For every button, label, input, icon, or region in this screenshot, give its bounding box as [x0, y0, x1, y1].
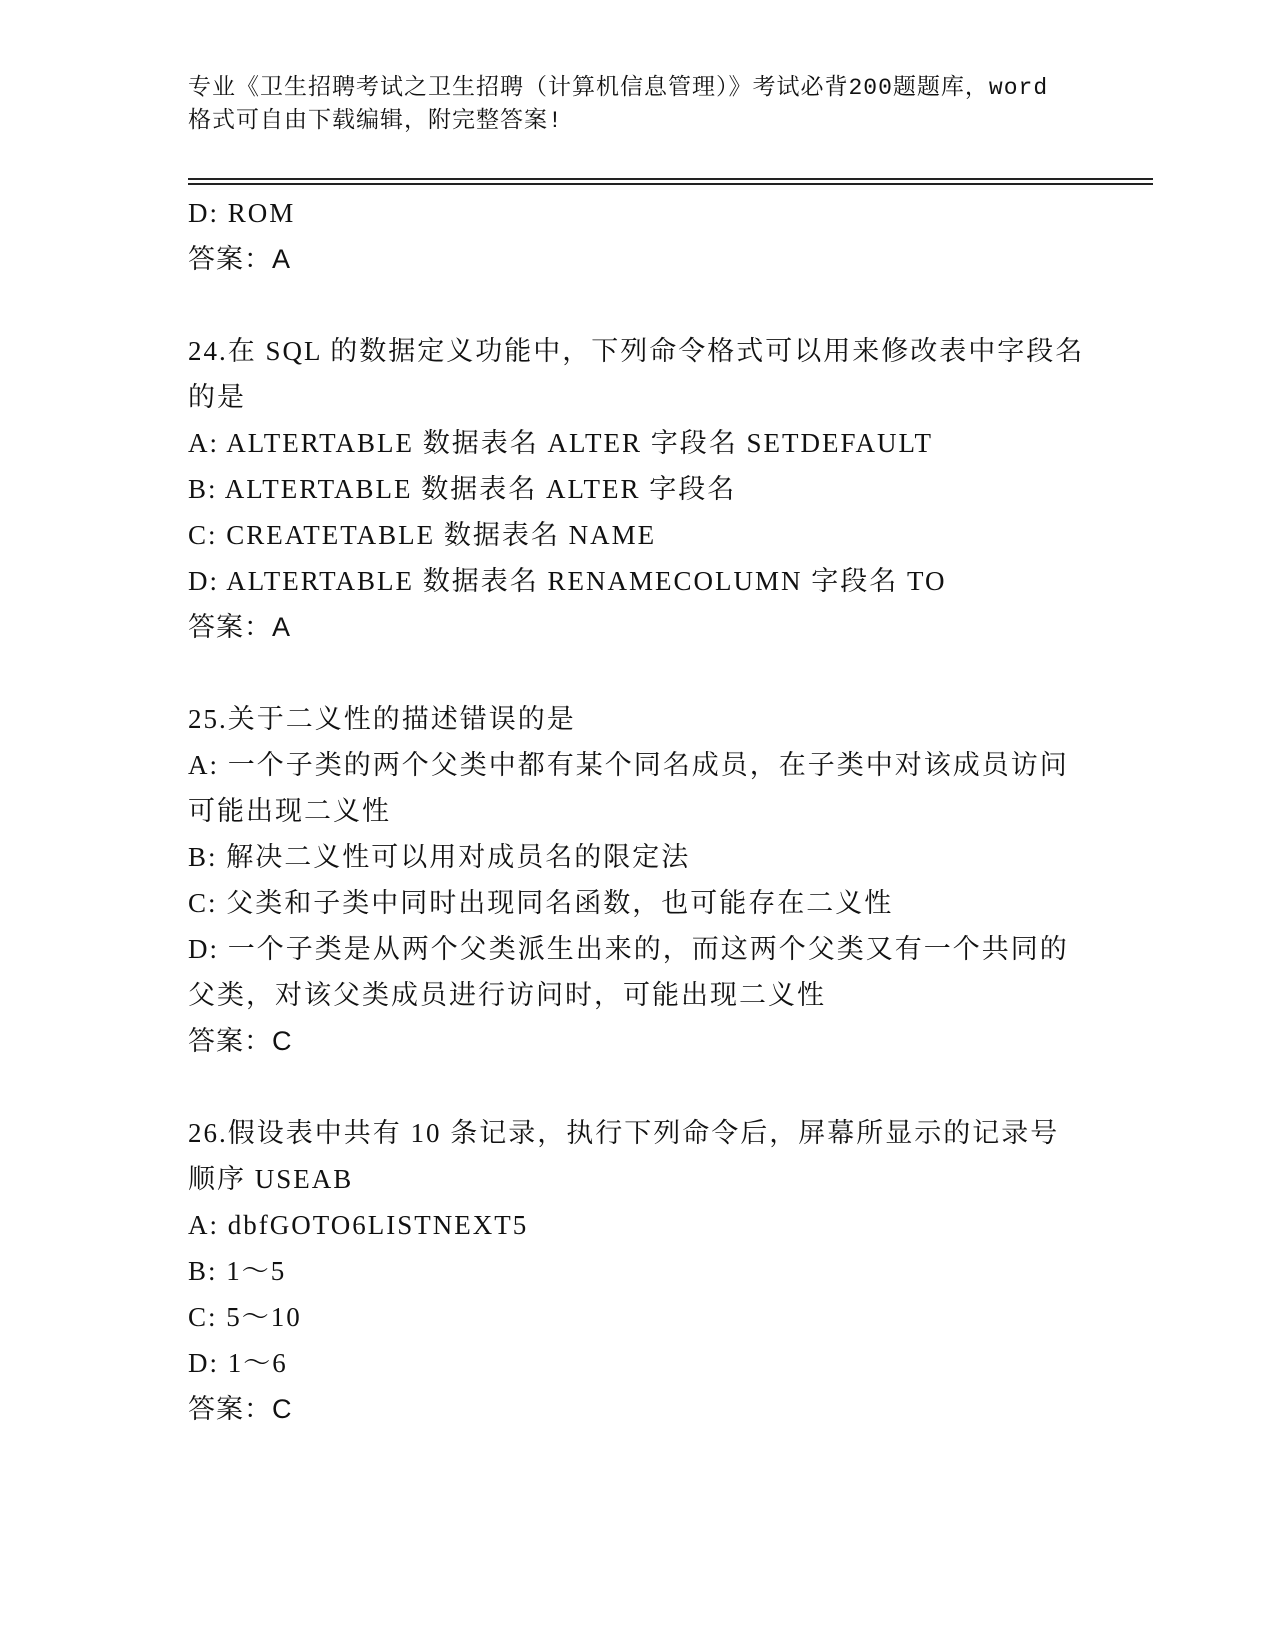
spacer: [188, 1064, 1093, 1110]
question-content: [188, 190, 1093, 1432]
question-24: [188, 328, 1093, 650]
option-a: A: 一个子类的两个父类中都有某个同名成员，在子类中对该成员访问: [188, 750, 1069, 780]
option-d: D: 一个子类是从两个父类派生出来的，而这两个父类又有一个共同的: [188, 934, 1069, 964]
option-c: C: 父类和子类中同时出现同名函数，也可能存在二义性: [188, 888, 894, 918]
header-line-2: 格式可自由下载编辑，附完整答案!: [188, 108, 563, 134]
option-a: A: ALTERTABLE 数据表名 ALTER 字段名 SETDEFAULT: [188, 428, 933, 458]
question-stem-continued: 顺序 USEAB: [188, 1164, 354, 1194]
previous-question-tail: [188, 190, 1093, 282]
answer-line: 答案：A: [188, 612, 292, 642]
header-divider-bottom: [188, 183, 1153, 185]
header-divider-top: [188, 178, 1153, 180]
option-d: D: 1～6: [188, 1348, 288, 1378]
header-line-1: 专业《卫生招聘考试之卫生招聘（计算机信息管理）》考试必背200题题库，word: [188, 75, 1049, 101]
question-25: [188, 696, 1093, 1064]
question-stem: 26.假设表中共有 10 条记录，执行下列命令后，屏幕所显示的记录号: [188, 1118, 1060, 1148]
spacer: [188, 282, 1093, 328]
option-d: D: ROM: [188, 198, 296, 228]
answer-line: 答案：A: [188, 244, 292, 274]
option-d-continued: 父类，对该父类成员进行访问时，可能出现二义性: [188, 980, 826, 1010]
option-b: B: 解决二义性可以用对成员名的限定法: [188, 842, 691, 872]
option-a-continued: 可能出现二义性: [188, 796, 391, 826]
question-stem: 25.关于二义性的描述错误的是: [188, 704, 576, 734]
question-stem-continued: 的是: [188, 382, 246, 412]
option-a: A: dbfGOTO6LISTNEXT5: [188, 1210, 529, 1240]
question-stem: 24.在 SQL 的数据定义功能中，下列命令格式可以用来修改表中字段名: [188, 336, 1085, 366]
answer-line: 答案：C: [188, 1394, 293, 1424]
option-c: C: 5～10: [188, 1302, 302, 1332]
document-header: [188, 72, 1088, 138]
spacer: [188, 650, 1093, 696]
answer-line: 答案：C: [188, 1026, 293, 1056]
option-b: B: ALTERTABLE 数据表名 ALTER 字段名: [188, 474, 737, 504]
option-b: B: 1～5: [188, 1256, 287, 1286]
option-d: D: ALTERTABLE 数据表名 RENAMECOLUMN 字段名 TO: [188, 566, 947, 596]
question-26: [188, 1110, 1093, 1432]
option-c: C: CREATETABLE 数据表名 NAME: [188, 520, 657, 550]
